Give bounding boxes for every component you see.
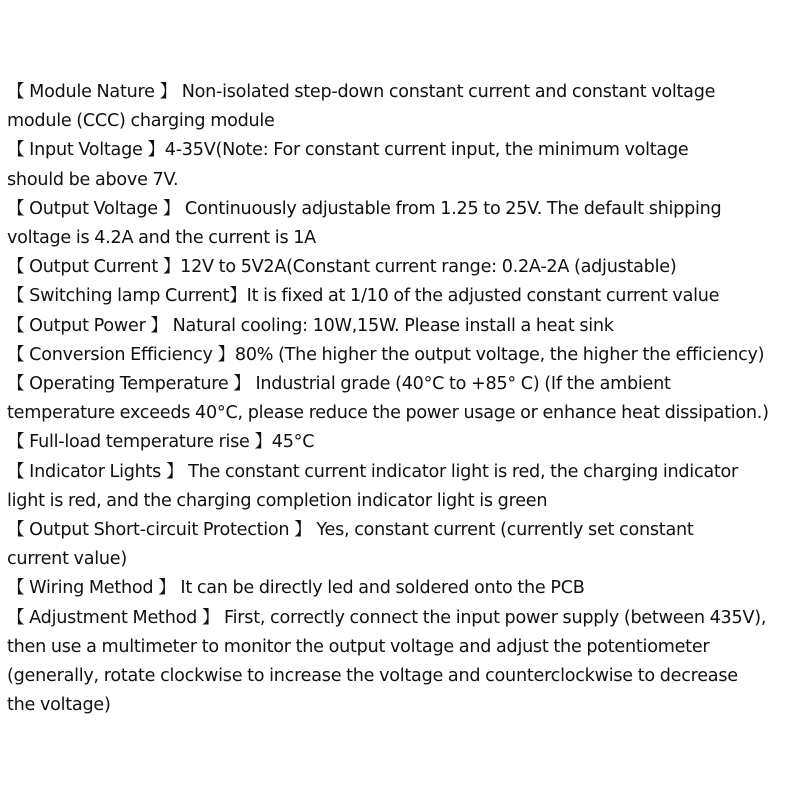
spec-line-adjustment-method	[7, 604, 797, 633]
spec-value: Non-isolated step-down constant current and constant voltage	[176, 82, 716, 102]
spec-value: the voltage)	[7, 695, 111, 716]
spec-label: 【 Input Voltage 】	[7, 140, 165, 161]
spec-value: First, correctly connect the input power supply (between 435V),	[219, 607, 767, 628]
spec-value: 80% (The higher the output voltage, the higher the efficiency)	[234, 344, 765, 365]
spec-line-output-power	[7, 312, 797, 341]
spec-line-continuation	[7, 399, 797, 428]
spec-line-continuation	[7, 545, 797, 574]
spec-label: 【 Output Short-circuit Protection 】	[7, 520, 312, 541]
spec-value: Industrial grade (40°C to +85° C) (If the ambient	[250, 374, 671, 395]
spec-value: should be above 7V.	[7, 169, 179, 190]
spec-value: current value)	[7, 549, 127, 570]
spec-line-operating-temperature	[7, 370, 797, 399]
spec-line-continuation	[7, 107, 797, 136]
spec-value: Yes, constant current (currently set constant	[311, 520, 694, 541]
spec-value: (generally, rotate clockwise to increase the voltage and counterclockwise to decrease	[7, 666, 738, 687]
spec-line-wiring-method	[7, 574, 797, 603]
spec-line-indicator-lights	[7, 458, 797, 487]
spec-value: It is fixed at 1/10 of the adjusted constant current value	[246, 286, 720, 307]
spec-line-continuation	[7, 224, 797, 253]
spec-label: 【 Full-load temperature rise 】	[7, 432, 272, 453]
spec-label: 【 Operating Temperature 】	[7, 374, 251, 395]
spec-value: module (CCC) charging module	[7, 111, 275, 132]
spec-value: 4-35V(Note: For constant current input, the minimum voltage	[164, 140, 689, 161]
spec-line-output-short-circuit-protection	[7, 516, 797, 545]
spec-value: It can be directly led and soldered onto the PCB	[175, 578, 585, 599]
spec-label: 【 Module Nature 】	[7, 82, 177, 102]
spec-value: then use a multimeter to monitor the output voltage and adjust the potentiometer	[7, 636, 710, 657]
spec-label: 【 Conversion Efficiency 】	[7, 344, 235, 365]
spec-value: Natural cooling: 10W,15W. Please install a heat sink	[167, 315, 614, 336]
spec-label: 【 Output Current 】	[7, 257, 181, 278]
spec-value: voltage is 4.2A and the current is 1A	[7, 228, 316, 249]
spec-value: Continuously adjustable from 1.25 to 25V. The default shipping	[180, 198, 722, 219]
spec-line-input-voltage	[7, 136, 797, 165]
spec-line-continuation	[7, 487, 797, 516]
spec-label: 【 Indicator Lights 】	[7, 461, 184, 482]
spec-label: 【 Output Voltage 】	[7, 198, 181, 219]
spec-line-output-current	[7, 253, 797, 282]
spec-line-switching-lamp-current	[7, 282, 797, 311]
spec-line-conversion-efficiency	[7, 341, 797, 370]
spec-line-continuation	[7, 662, 797, 691]
spec-value: light is red, and the charging completion indicator light is green	[7, 490, 548, 511]
spec-label: 【 Output Power 】	[7, 315, 168, 336]
spec-label: 【 Switching lamp Current】	[7, 286, 247, 307]
spec-line-module-nature	[7, 78, 797, 107]
spec-line-output-voltage	[7, 195, 797, 224]
spec-line-continuation	[7, 166, 797, 195]
spec-line-continuation	[7, 633, 797, 662]
spec-line-continuation	[7, 691, 797, 720]
spec-value: 45°C	[271, 432, 315, 453]
spec-value: 12V to 5V2A(Constant current range: 0.2A-2A (adjustable)	[180, 257, 677, 278]
spec-line-full-load-temperature-rise	[7, 428, 797, 457]
spec-value: The constant current indicator light is red, the charging indicator	[183, 461, 739, 482]
spec-label: 【 Wiring Method 】	[7, 578, 176, 599]
spec-value: temperature exceeds 40°C, please reduce the power usage or enhance heat dissipation.)	[7, 403, 769, 424]
spec-sheet	[7, 78, 797, 720]
spec-label: 【 Adjustment Method 】	[7, 607, 220, 628]
